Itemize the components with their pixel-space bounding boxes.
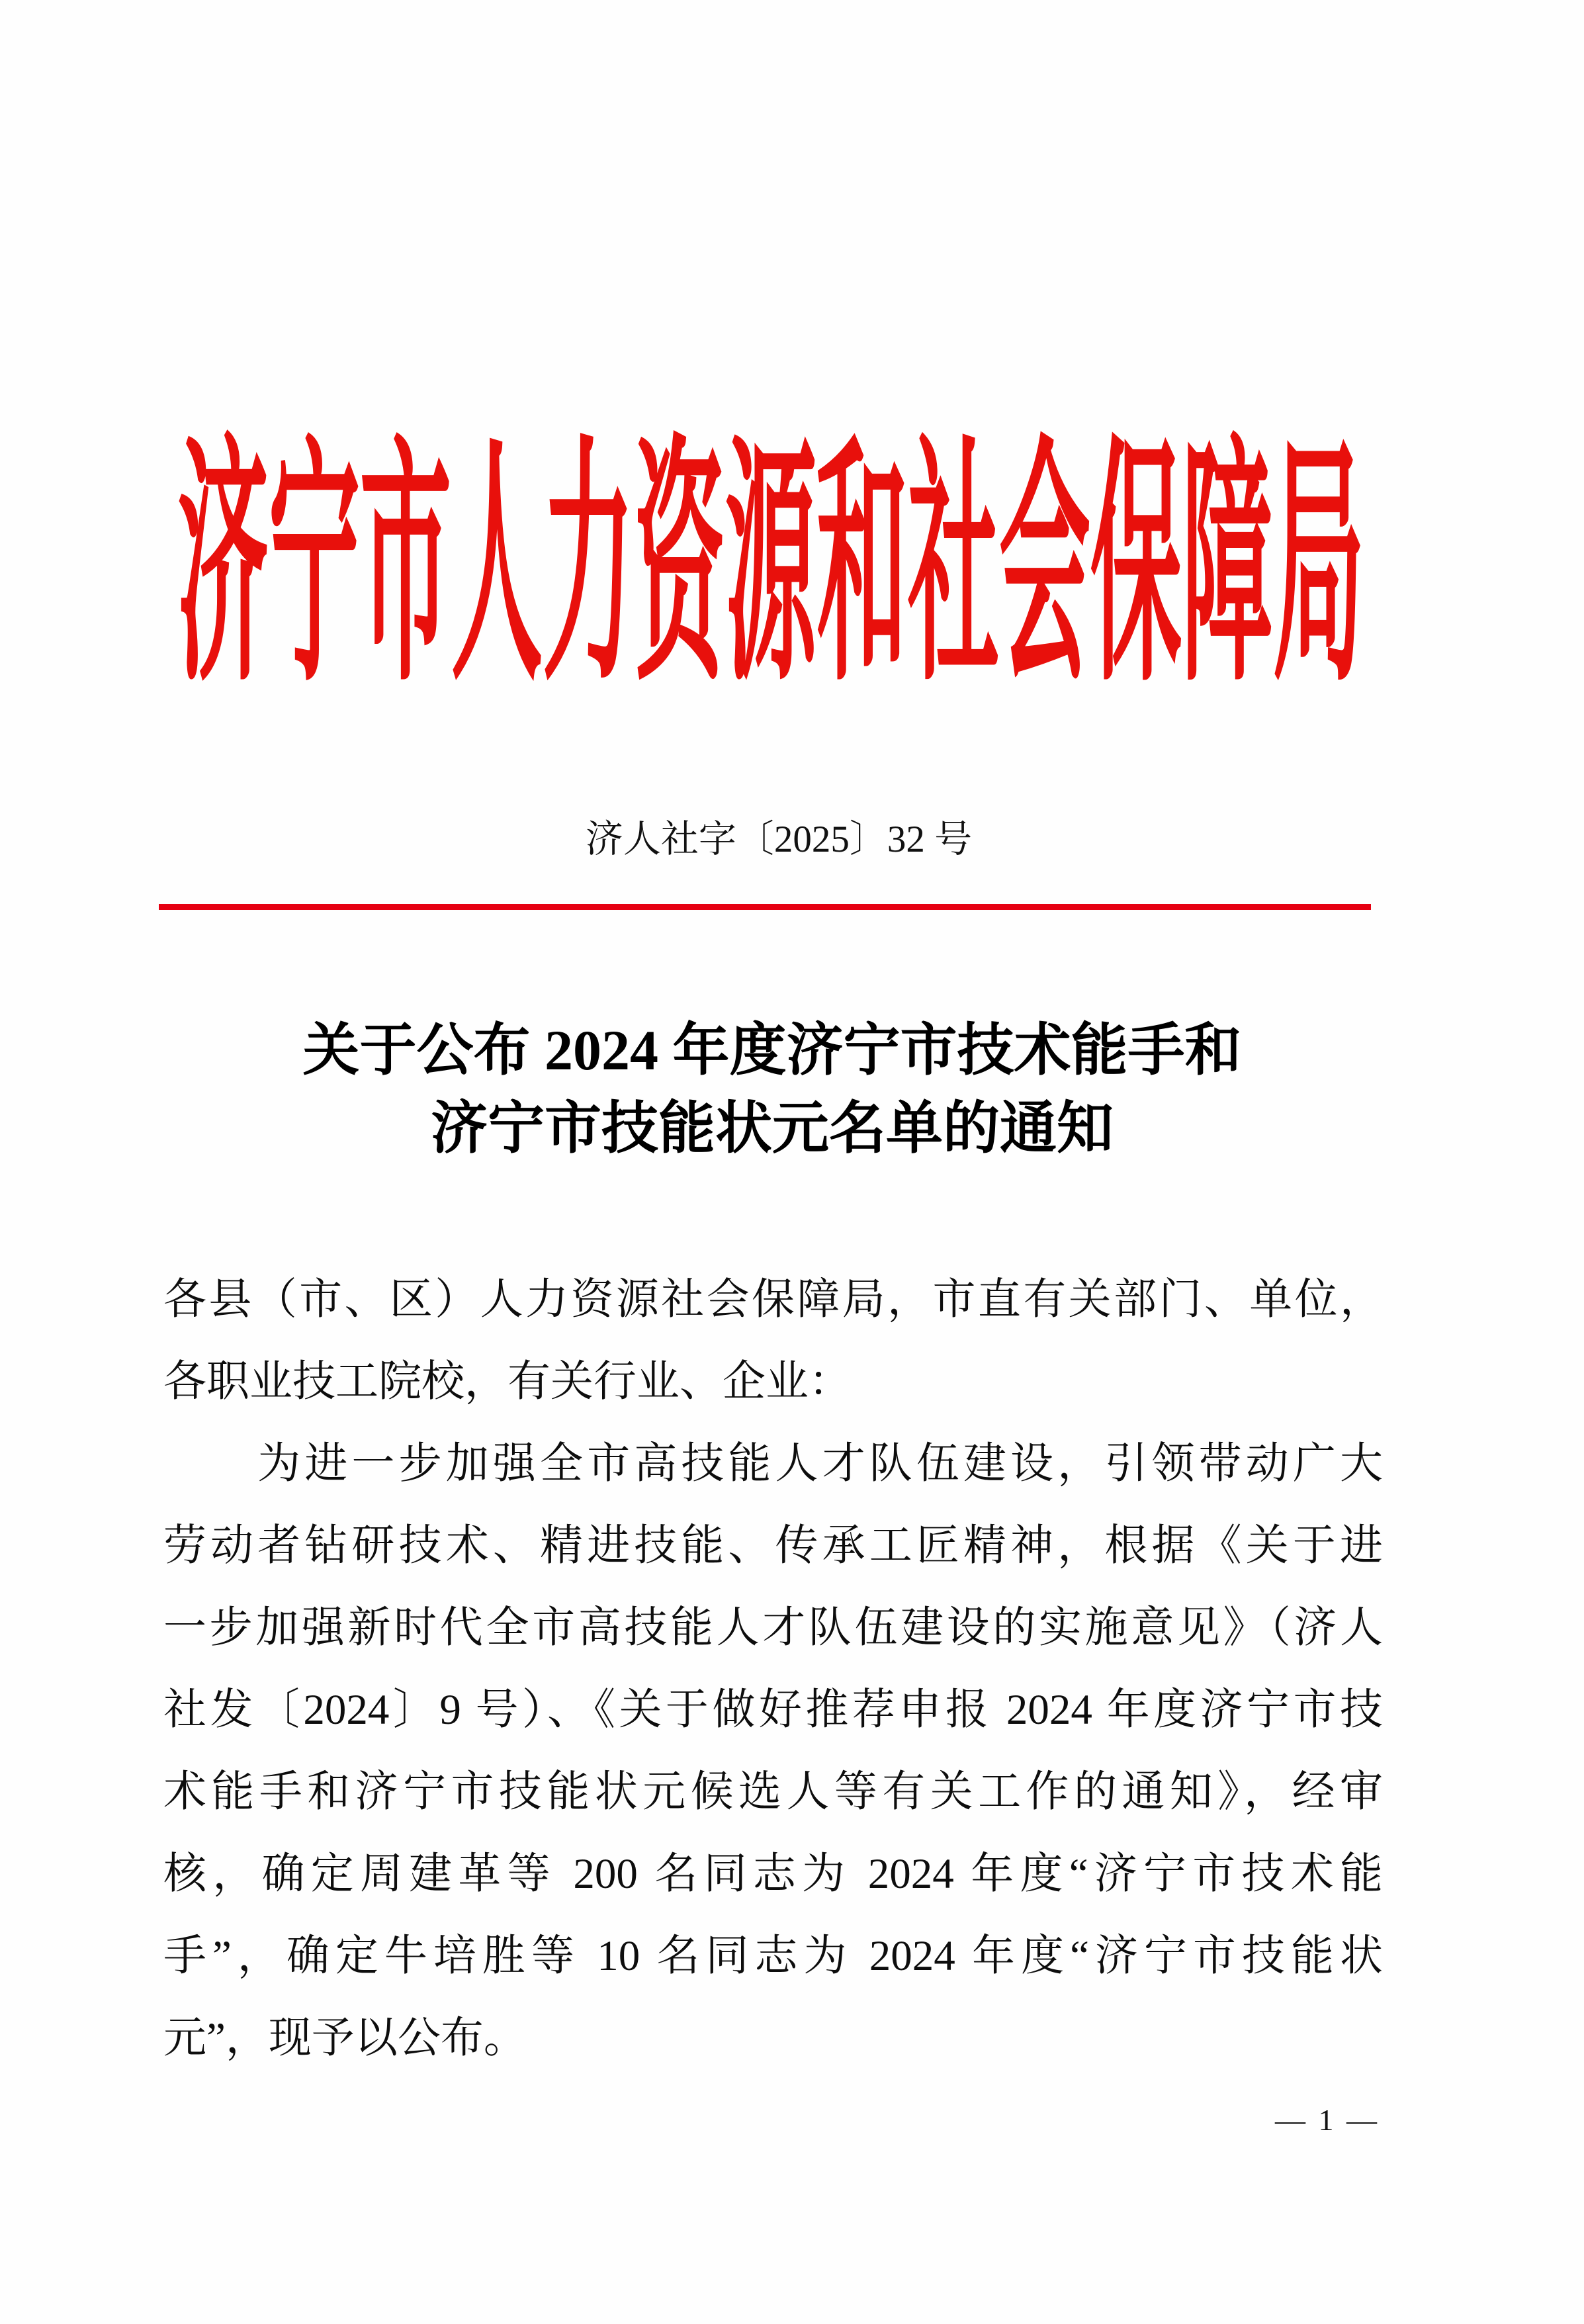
doc-number: 济人社字〔2025〕32 号 — [585, 819, 973, 860]
notice-title-line-2: 济宁市技能状元名单的通知 — [431, 1096, 1114, 1160]
body-line: 社发〔2024〕9 号）、《关于做好推荐申报 2024 年度济宁市技 — [163, 1686, 1383, 1734]
body-line: 元”，现予以公布。 — [163, 2014, 527, 2062]
notice-title-line-1: 关于公布 2024 年度济宁市技术能手和 — [302, 1018, 1242, 1082]
body-line: 一步加强新时代全市高技能人才队伍建设的实施意见》（济人 — [163, 1604, 1383, 1652]
notice-body — [163, 1259, 1383, 2079]
body-line: 各职业技工院校，有关行业、企业： — [163, 1358, 852, 1406]
red-separator-line — [159, 904, 1371, 910]
body-line: 术能手和济宁市技能状元候选人等有关工作的通知》，经审 — [163, 1768, 1383, 1816]
body-line: 各县（市、区）人力资源社会保障局，市直有关部门、单位， — [163, 1276, 1383, 1323]
body-line: 劳动者钻研技术、精进技能、传承工匠精神，根据《关于进 — [163, 1522, 1383, 1570]
body-line: 为进一步加强全市高技能人才队伍建设，引领带动广大 — [163, 1440, 1383, 1488]
notice-title — [0, 1011, 1544, 1167]
agency-header: 济宁市人力资源和社会保障局 — [177, 423, 1365, 712]
body-line: 核，确定周建革等 200 名同志为 2024 年度“济宁市技术能 — [163, 1850, 1383, 1898]
body-line: 手”，确定牛培胜等 10 名同志为 2024 年度“济宁市技能状 — [163, 1932, 1383, 1980]
page-number: — 1 — — [1275, 2103, 1380, 2137]
